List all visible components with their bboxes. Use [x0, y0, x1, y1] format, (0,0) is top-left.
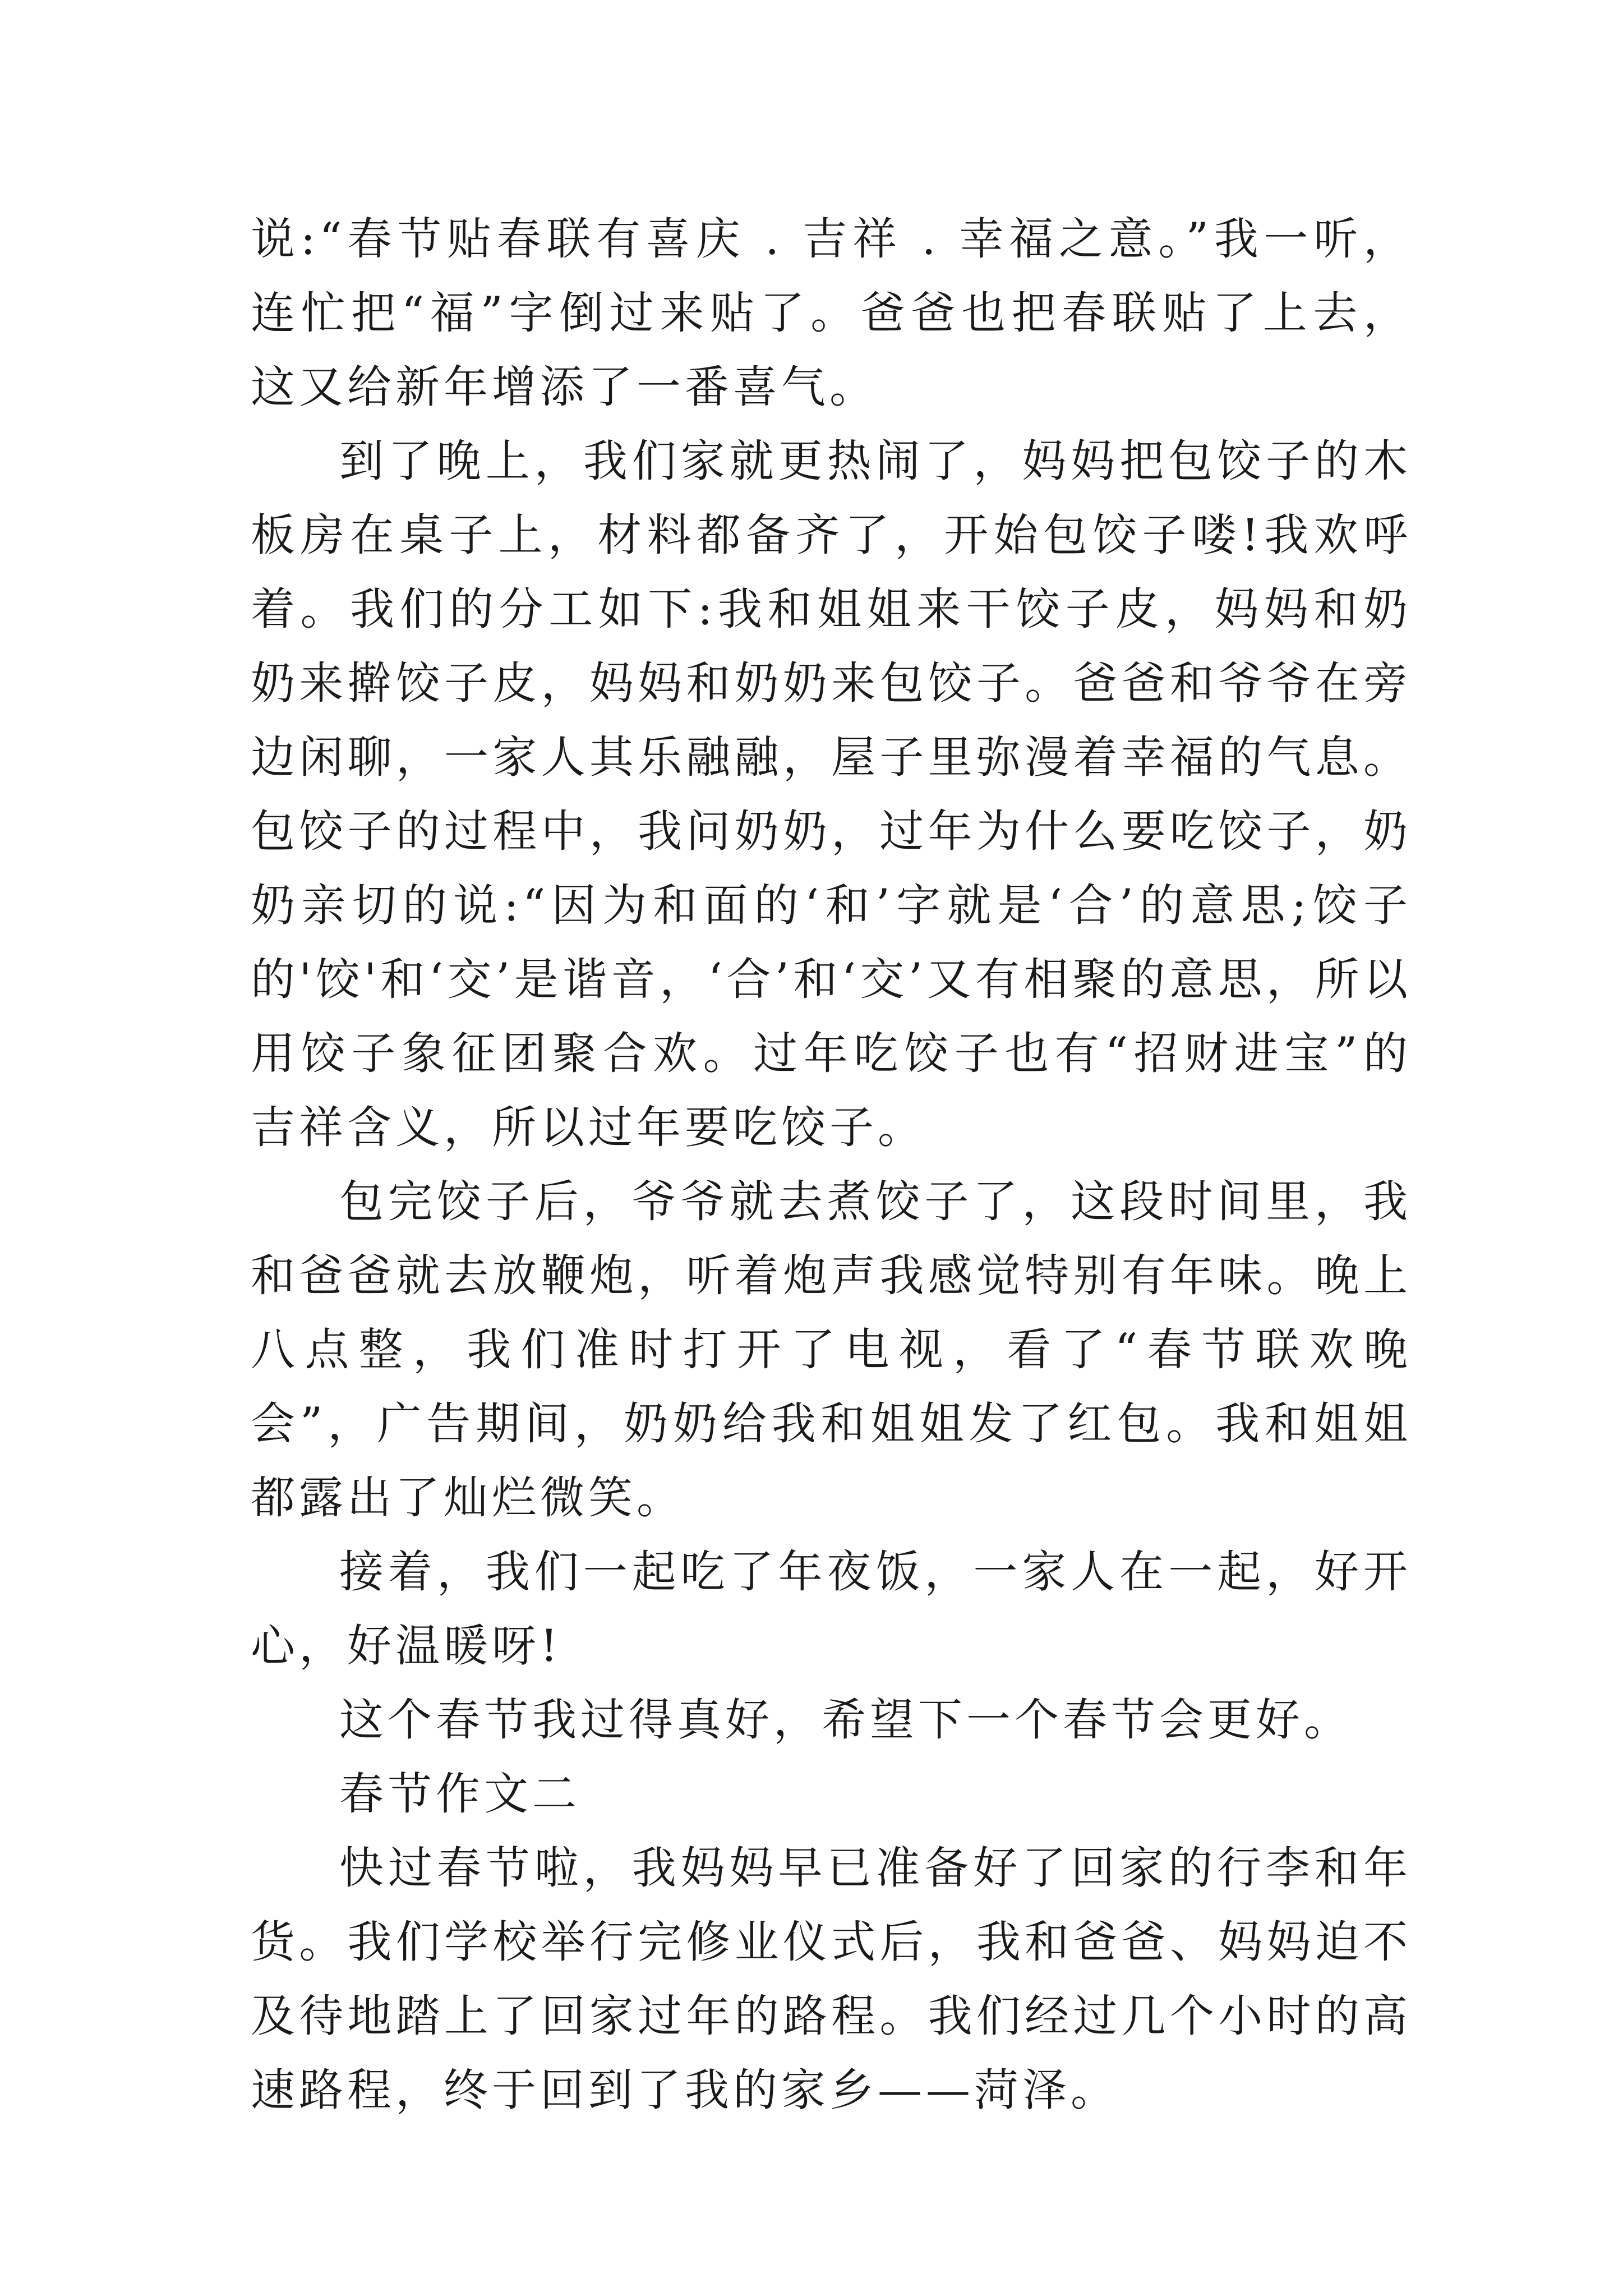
paragraph-journey-home: 快过春节啦，我妈妈早已准备好了回家的行李和年货。我们学校举行完修业仪式后，我和爸爸、妈妈迫不及待地踏上了回家过年的路程。我们经过几个小时的高速路程，终于回到了我的家乡——菏泽。 — [251, 1842, 1412, 2116]
paragraph-continuation: 说:“春节贴春联有喜庆 . 吉祥 . 幸福之意。”我一听，连忙把“福”字倒过来贴了。爸爸也把春联贴了上去，这又给新年增添了一番喜气。 — [251, 213, 1412, 413]
essay-heading: 春节作文二 — [339, 1768, 580, 1820]
body-text — [251, 202, 1412, 2127]
paragraph-dumplings: 到了晚上，我们家就更热闹了，妈妈把包饺子的木板房在桌子上，材料都备齐了，开始包饺子喽!我欢呼着。我们的分工如下:我和姐姐来干饺子皮，妈妈和奶奶来擀饺子皮，妈妈和奶奶来包饺子。爸爸和爷爷在旁边闲聊，一家人其乐融融，屋子里弥漫着幸福的气息。包饺子的过程中，我问奶奶，过年为什么要吃饺子，奶奶亲切的说:“因为和面的‘和’字就是‘合’的意思;饺子的'饺'和‘交’是谐音，‘合’和‘交’又有相聚的意思，所以用饺子象征团聚合欢。过年吃饺子也有“招财进宝”的吉祥含义，所以过年要吃饺子。 — [251, 435, 1412, 1153]
paragraph-wish: 这个春节我过得真好，希望下一个春节会更好。 — [339, 1694, 1352, 1746]
paragraph-dinner: 接着，我们一起吃了年夜饭，一家人在一起，好开心，好温暖呀! — [251, 1546, 1412, 1672]
paragraph-firecrackers: 包完饺子后，爷爷就去煮饺子了，这段时间里，我和爸爸就去放鞭炮，听着炮声我感觉特别有年味。晚上八点整，我们准时打开了电视，看了“春节联欢晚会”，广告期间，奶奶给我和姐姐发了红包。我和姐姐都露出了灿烂微笑。 — [251, 1176, 1412, 1524]
